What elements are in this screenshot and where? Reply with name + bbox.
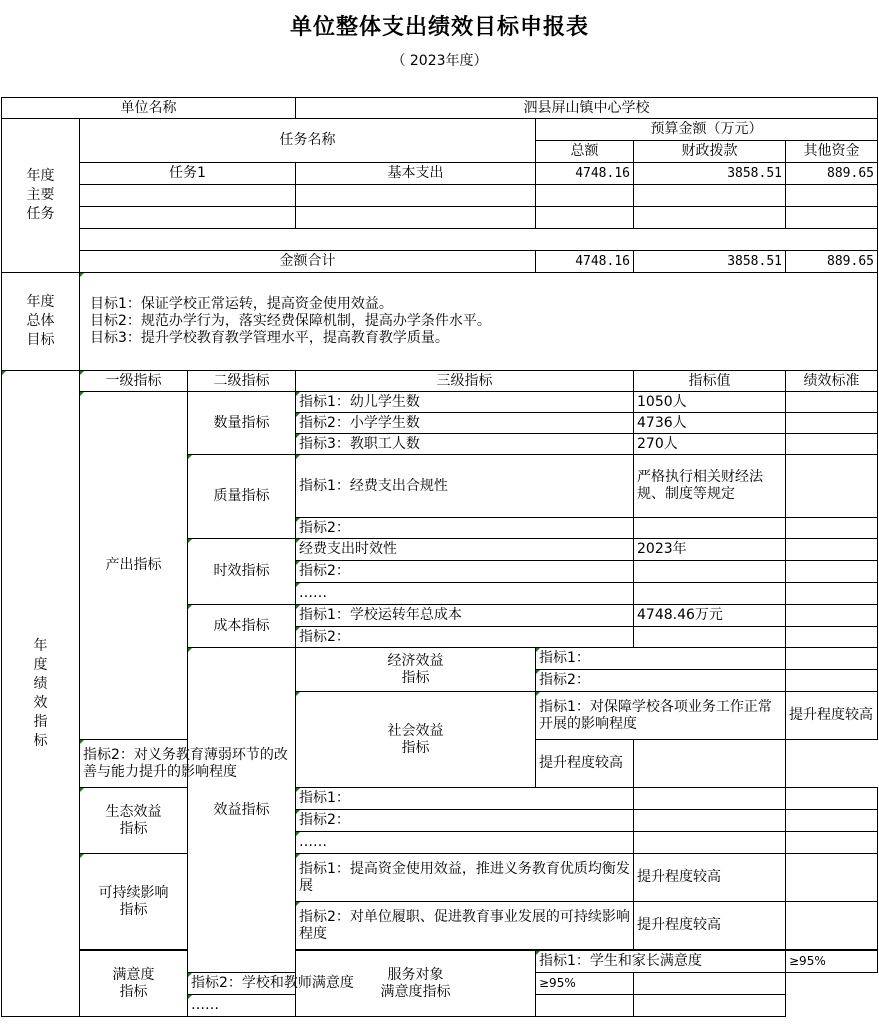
col-total-header: 总额 — [536, 141, 634, 163]
goal-item: 目标3：提升学校教育教学管理水平，提高教育教学质量。 — [90, 330, 449, 346]
sum-label: 金额合计 — [80, 251, 536, 273]
unit-name-label: 单位名称 — [2, 98, 296, 119]
indicator-item: 指标2： — [296, 627, 634, 648]
indicator-item: …… — [296, 583, 634, 605]
indicator-item: 指标1：经费支出合规性 — [296, 455, 634, 518]
indicator-item: 指标1：对保障学校各项业务工作正常开展的影响程度 — [536, 692, 786, 740]
sum-fiscal: 3858.51 — [634, 251, 786, 273]
page-subtitle: （ 2023年度） — [391, 53, 488, 69]
indicator-item: 指标2：小学学生数 — [296, 413, 634, 434]
task-empty-row — [80, 207, 296, 229]
indicator-value: 严格执行相关财经法规、制度等规定 — [634, 455, 786, 518]
task-1-content: 基本支出 — [296, 163, 536, 185]
benefit-indicator: 效益指标 — [188, 648, 296, 973]
level2-header: 二级指标 — [188, 371, 296, 392]
output-indicator: 产出指标 — [80, 392, 188, 740]
col-other-header: 其他资金 — [786, 141, 878, 163]
indicator-value: 4736人 — [634, 413, 786, 434]
satisfaction-indicator: 满意度 指标 — [80, 951, 188, 1017]
annual-goals-label: 年度 总体 目标 — [2, 273, 80, 371]
indicator-item: …… — [296, 832, 634, 854]
indicator-item: 指标2： — [296, 518, 634, 539]
indicator-item: 指标1：提高资金使用效益，推进义务教育优质均衡发展 — [296, 854, 634, 902]
task-1-other: 889.65 — [786, 163, 878, 185]
ecological-indicator: 生态效益 指标 — [80, 788, 188, 854]
goal-item: 目标1：保证学校正常运转，提高资金使用效益。 — [90, 296, 393, 312]
sum-total: 4748.16 — [536, 251, 634, 273]
indicator-value: ≥95% — [786, 951, 878, 973]
annual-tasks-label: 年度 主要 任务 — [2, 119, 80, 273]
cost-indicator: 成本指标 — [188, 605, 296, 648]
indicator-value: 提升程度较高 — [786, 692, 878, 740]
indicator-item: 指标2： — [296, 561, 634, 583]
performance-table — [1, 97, 878, 1017]
indicator-value: 提升程度较高 — [536, 740, 634, 788]
indicator-value: 4748.46万元 — [634, 605, 786, 627]
indicator-item: 指标2：学校和教师满意度 — [188, 973, 536, 995]
indicator-value: 270人 — [634, 434, 786, 455]
indicator-item: 指标2： — [296, 810, 634, 832]
indicator-item: 经费支出时效性 — [296, 539, 634, 561]
indicator-item: …… — [188, 995, 536, 1017]
budget-header: 预算金额（万元） — [536, 119, 878, 141]
service-satisfaction-indicator: 服务对象 满意度指标 — [296, 951, 536, 1017]
page-title: 单位整体支出绩效目标申报表 — [289, 15, 589, 40]
task-empty-row — [80, 185, 296, 207]
value-header: 指标值 — [634, 371, 786, 392]
indicator-item: 指标1：幼儿学生数 — [296, 392, 634, 413]
indicator-item: 指标2： — [536, 670, 786, 692]
indicator-value: 提升程度较高 — [634, 902, 786, 950]
task-empty-row — [80, 229, 878, 251]
level1-header: 一级指标 — [80, 371, 188, 392]
indicator-item: 指标2：对单位履职、促进教育事业发展的可持续影响程度 — [296, 902, 634, 950]
quantity-indicator: 数量指标 — [188, 392, 296, 455]
indicator-item: 指标2：对义务教育薄弱环节的改善与能力提升的影响程度 — [80, 740, 296, 788]
goal-item: 目标2：规范办学行为，落实经费保障机制，提高办学条件水平。 — [90, 313, 491, 329]
task-1-fiscal: 3858.51 — [634, 163, 786, 185]
indicator-value: 1050人 — [634, 392, 786, 413]
indicator-item: 指标1： — [536, 648, 786, 670]
task-1-total: 4748.16 — [536, 163, 634, 185]
sustainable-indicator: 可持续影响 指标 — [80, 854, 188, 950]
indicator-value: ≥95% — [536, 973, 634, 995]
sum-other: 889.65 — [786, 251, 878, 273]
indicator-item: 指标3：教职工人数 — [296, 434, 634, 455]
indicator-item: 指标1： — [296, 788, 634, 810]
economic-indicator: 经济效益 指标 — [296, 648, 536, 692]
indicator-item: 指标1：学生和家长满意度 — [536, 951, 786, 973]
unit-name-value: 泗县屏山镇中心学校 — [296, 98, 878, 119]
performance-indicators-label: 年 度 绩 效 指 标 — [2, 371, 80, 1017]
level3-header: 三级指标 — [296, 371, 634, 392]
task-1-name: 任务1 — [80, 163, 296, 185]
indicator-item: 指标1：学校运转年总成本 — [296, 605, 634, 627]
annual-goals-text — [80, 273, 878, 371]
quality-indicator: 质量指标 — [188, 455, 296, 539]
col-fiscal-header: 财政拨款 — [634, 141, 786, 163]
indicator-value: 2023年 — [634, 539, 786, 561]
task-name-header: 任务名称 — [80, 119, 536, 163]
timeliness-indicator: 时效指标 — [188, 539, 296, 605]
social-indicator: 社会效益 指标 — [296, 692, 536, 788]
standard-header: 绩效标准 — [786, 371, 878, 392]
indicator-value: 提升程度较高 — [634, 854, 786, 902]
